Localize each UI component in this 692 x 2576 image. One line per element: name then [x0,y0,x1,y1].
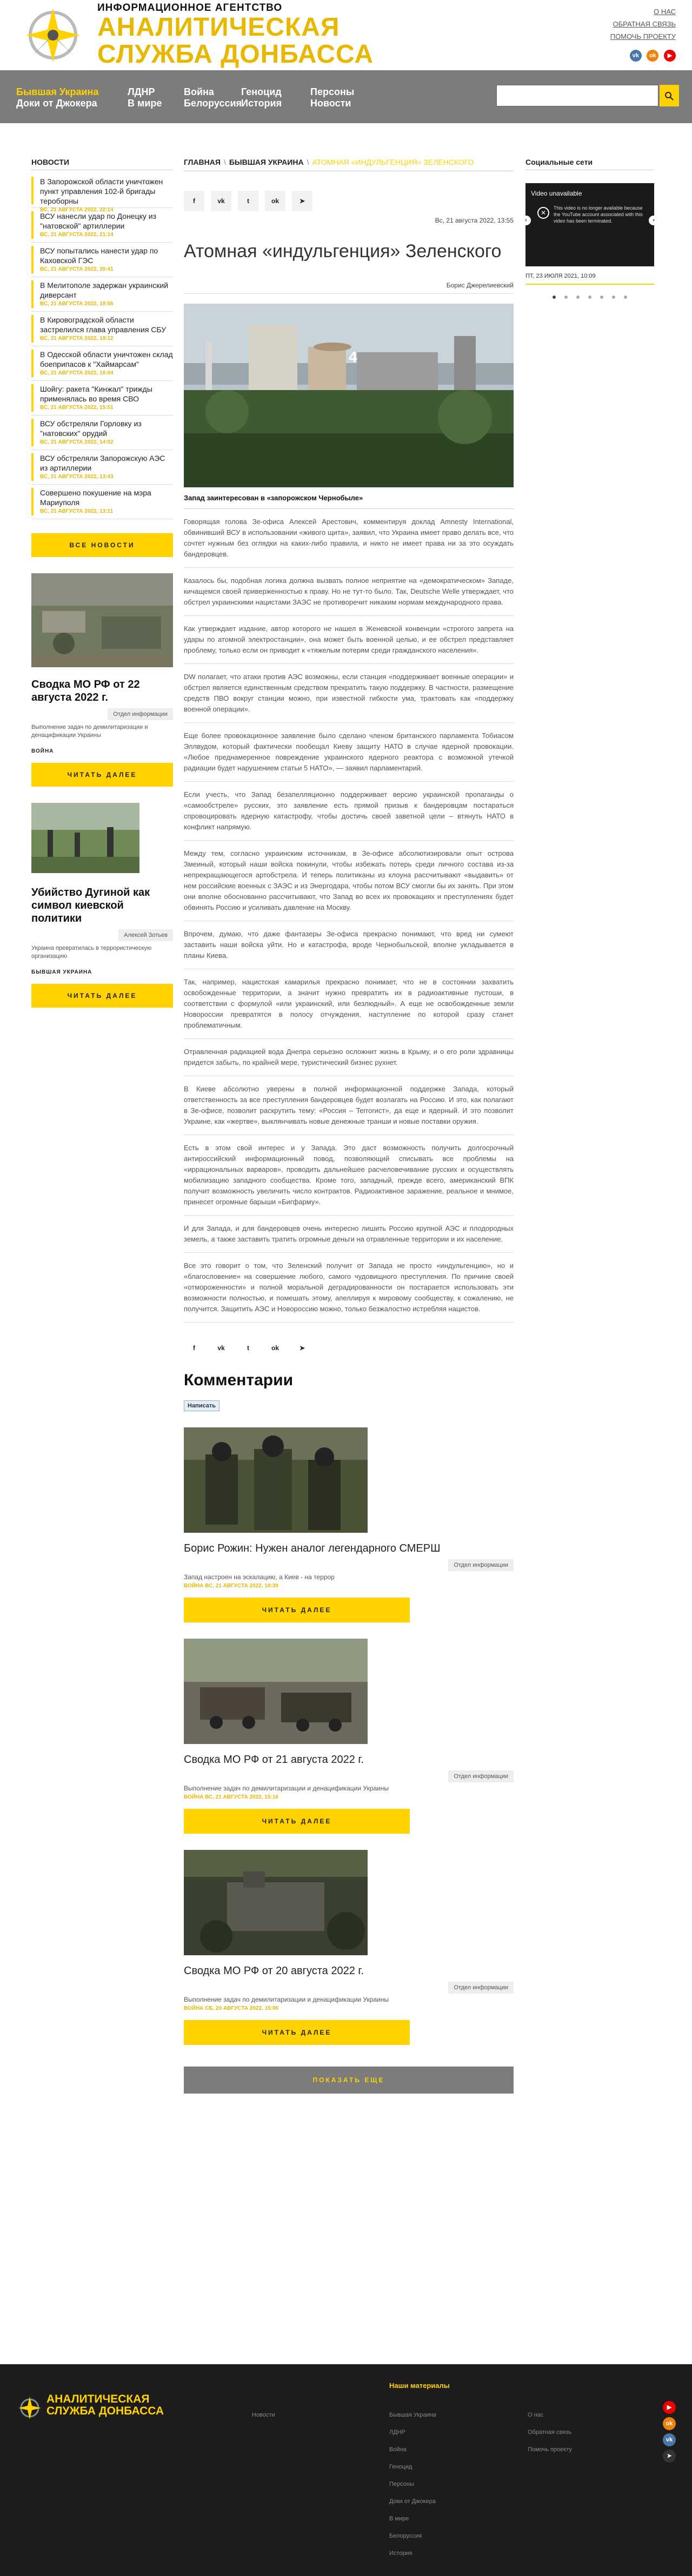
video-date: ПТ, 23 ИЮЛЯ 2021, 10:09 [525,273,654,285]
news-bar [31,246,34,273]
footer-logo-line1: АНАЛИТИЧЕСКАЯ [46,2393,150,2405]
agency-label: ИНФОРМАЦИОННОЕ АГЕНТСТВО [97,2,283,14]
footer-logo-line2: СЛУЖБА ДОНБАССА [46,2405,164,2417]
sidebar-card-1 [31,573,173,787]
article-paragraph: Впрочем, думаю, что даже фантазеры Зе-офиса прекрасно понимают, что вред ни сумеют заставить наши войска уйти. Но и катастрофа, вроде Чернобыльской, вполне укладывается в планы Киева. [184,921,514,969]
footer-link[interactable]: Геноцид [389,2464,412,2470]
carousel-prev-icon[interactable]: ‹ [521,216,531,225]
twitter-icon[interactable]: t [238,191,258,211]
sidebar-card-1-section[interactable]: ВОЙНА [31,748,54,754]
list-item[interactable] [31,381,173,415]
youtube-icon[interactable]: ▶ [664,50,676,62]
vk-icon[interactable]: vk [217,1344,225,1352]
related-card-3-author[interactable]: Отдел информации [448,1982,514,1994]
nav-col-2 [128,86,162,109]
footer-col-3 [528,2412,572,2464]
nav-history[interactable]: История [241,98,282,109]
nav-war[interactable]: Война [184,86,214,97]
share-bar-top [184,191,514,211]
list-item[interactable] [31,243,173,277]
odnoklassniki-icon[interactable]: ok [271,1344,279,1352]
all-news-button[interactable]: ВСЕ НОВОСТИ [31,533,173,557]
article-image [184,304,514,487]
footer-link[interactable]: Доки от Джокера [389,2498,436,2505]
nav-ldnr[interactable]: ЛДНР [128,86,155,97]
nav-col-1 [16,86,98,109]
nav-news[interactable]: Новости [310,98,351,109]
footer [0,2364,692,2576]
news-sidebar [31,158,173,1008]
related-card-1 [184,1427,514,1622]
breadcrumb-separator: \ [307,158,309,166]
sidebar-card-2-read-more[interactable]: ЧИТАТЬ ДАЛЕЕ [31,984,173,1008]
list-item[interactable] [31,173,173,213]
related-card-2-title[interactable]: Сводка МО РФ от 21 августа 2022 г. [184,1754,364,1766]
news-date: ВС, 21 АВГУСТА 2022, 20:41 [40,266,114,272]
carousel-dot[interactable] [612,296,615,299]
video-error-icon: ✕ [537,207,549,219]
related-card-2-read-more[interactable]: ЧИТАТЬ ДАЛЕЕ [184,1809,410,1834]
article-body [184,509,514,1323]
nav-genocide[interactable]: Геноцид [241,86,282,97]
related-card-2-author-wrap [184,1770,514,1782]
telegram-icon[interactable]: ➤ [663,2450,676,2463]
news-bar [31,488,34,515]
news-bar [31,280,34,308]
news-title[interactable]: ВСУ обстреляли Запорожскую АЭС из артиллерии [40,454,165,472]
field-photo-icon [31,803,139,873]
article-paragraph: Отравленная радиацией вода Днепра серьезно осложнит жизнь в Крыму, и о его роли здравницы придется забыть, по крайней мере, туристический бизнес рухнет. [184,1039,514,1076]
nav-col-3 [184,86,242,109]
header-socials [627,50,676,62]
list-item[interactable] [31,346,173,381]
related-card-1-author-wrap [184,1559,514,1571]
news-bar [31,315,34,343]
site-title[interactable] [97,14,374,68]
vk-icon[interactable]: vk [211,191,231,211]
article-paragraph: В Киеве абсолютно уверены в полной информационной поддержке Запада, который ответственность за все преступления бандеровцев будет возлагать на Россию. И это, как полагают в Зе-офисе, позволит раскрутить тему: «Россия – Terrorист», да еще и ядерный. И это позволит Украине, как «жертве», выклянчивать новые денежные транши и новые поставки оружия. [184,1076,514,1135]
article-paragraph: Как утверждает издание, автор которого не нашел в Женевской конвенции «строгого запрета на удары по атомной электростанции», она может быть военной целью, и ее обстрел представляет проблему, только если он приводит к «тяжелым потерям среди гражданского населения». [184,616,514,664]
plant-unit-number: 4 [349,348,357,365]
list-item[interactable] [31,485,173,519]
related-card-2-image[interactable] [184,1639,368,1744]
sidebar-card-1-author-wrap [31,708,173,720]
footer-logo-text[interactable] [46,2393,164,2417]
related-card-1-author[interactable]: Отдел информации [448,1559,514,1571]
news-date: ВС, 21 АВГУСТА 2022, 13:11 [40,508,114,514]
show-more-button[interactable]: ПОКАЗАТЬ ЕЩЕ [184,2067,514,2094]
carousel-dot[interactable] [600,296,603,299]
nav-col-5 [310,86,354,109]
news-date: ВС, 21 АВГУСТА 2022, 13:43 [40,474,114,480]
footer-link[interactable]: Война [389,2446,407,2453]
article-paragraph: Еще более провокационное заявление было сделано членом британского парламента Тобиасом Эллвудом, который фактически пообещал Киеву защиту НАТО в случае ядерной провокации. «Любое преднамеренное повреждение украинского ядерного реактора с возможной утечкой радиации будет нарушением статьи 5 НАТО», — заявил парламентарий. [184,723,514,782]
news-list [31,173,173,519]
sidebar-card-1-desc: Выполнение задач по демилитаризации и денацификации Украины [31,724,148,739]
news-date: ВС, 21 АВГУСТА 2022, 14:02 [40,439,114,445]
related-card-3-read-more[interactable]: ЧИТАТЬ ДАЛЕЕ [184,2020,410,2045]
wreckage-photo-icon [184,1850,368,1955]
nav-former-ukraine[interactable]: Бывшая Украина [16,86,99,97]
breadcrumb-home[interactable]: ГЛАВНАЯ [184,158,221,166]
related-card-1-image[interactable] [184,1427,368,1533]
header [0,0,692,70]
telegram-icon[interactable]: ➤ [299,1344,305,1352]
news-date: ВС, 21 АВГУСТА 2022, 18:12 [40,336,114,341]
article-paragraph: И для Запада, и для бандеровцев очень интересно лишить Россию крупной АЭС и плодородных земель, а также заставить тратить огромные деньги на отравленные территории и их население. [184,1216,514,1253]
list-item[interactable] [31,415,173,450]
related-card-3-title[interactable]: Сводка МО РФ от 20 августа 2022 г. [184,1965,364,1977]
search-input[interactable] [496,85,658,106]
carousel-dot[interactable] [576,296,580,299]
sidebar-card-1-title[interactable]: Сводка МО РФ от 22 августа 2022 г. [31,679,140,703]
social-sidebar [525,158,654,300]
footer-link[interactable]: Белоруссия [389,2533,422,2539]
carousel-dot[interactable] [624,296,627,299]
article-paragraph: Говорящая голова Зе-офиса Алексей Арестович, комментируя доклад Amnesty International, обвинивший ВСУ в использовании «живого щита», заявил, что Украина имеет право делать все, что сочтет нужным без оглядки на каких-либо правила, и никто не имеет права ни за это осуждать бандеровцев. [184,509,514,568]
news-title[interactable]: В Запорожской области уничтожен пункт управления 102-й бригады тероборны [40,177,163,205]
video-embed[interactable] [525,183,654,266]
related-card-1-title[interactable]: Борис Рожин: Нужен аналог легендарного СМЕРШ [184,1542,441,1554]
footer-link[interactable]: История [389,2550,412,2557]
header-links [610,8,676,45]
news-title[interactable]: Совершено покушение на мэра Мариуполя [40,488,151,507]
about-link[interactable]: О НАС [654,8,676,16]
related-card-3-date: ВОЙНА СБ, 20 АВГУСТА 2022, 15:00 [184,2005,279,2011]
news-date: ВС, 21 АВГУСТА 2022, 15:51 [40,405,114,411]
video-message: This video is no longer available because the YouTube account associated with this video has been terminated. [554,205,643,224]
footer-socials [663,2401,676,2466]
soldiers-photo-icon [184,1427,368,1533]
related-card-3 [184,1850,514,2045]
footer-link[interactable]: Персоны [389,2481,414,2487]
footer-col-2 [389,2412,436,2567]
nav-col-4 [241,86,282,109]
nuclear-plant-photo-icon [184,304,514,487]
footer-link[interactable]: Бывшая Украина [389,2412,436,2418]
sidebar-card-2-author-wrap [31,929,173,941]
news-title[interactable]: Шойгу: ракета "Кинжал" трижды применялась во время СВО [40,385,152,403]
news-bar [31,211,34,239]
related-card-3-desc: Выполнение задач по демилитаризации и денацификации Украины [184,1996,389,2003]
search-button[interactable] [660,85,679,106]
breadcrumb-separator: \ [223,158,226,166]
breadcrumb [184,158,514,171]
site-title-line2: СЛУЖБА ДОНБАССА [97,40,374,69]
news-date: ВС, 21 АВГУСТА 2022, 22:14 [40,207,114,213]
facebook-icon[interactable]: f [184,191,204,211]
related-card-2-author[interactable]: Отдел информации [448,1770,514,1782]
donate-link[interactable]: ПОМОЧЬ ПРОЕКТУ [610,32,676,41]
footer-link[interactable]: Помочь проекту [528,2446,572,2453]
nav-persons[interactable]: Персоны [310,86,355,97]
related-card-2-desc: Выполнение задач по демилитаризации и денацификации Украины [184,1785,389,1792]
video-title: Video unavailable [531,190,582,197]
related-card-3-author-wrap [184,1982,514,1994]
facebook-icon[interactable]: f [193,1344,195,1352]
logo-emblem-icon[interactable] [15,5,91,65]
vk-icon[interactable]: vk [630,50,642,62]
related-card-3-image[interactable] [184,1850,368,1955]
footer-link[interactable]: О нас [528,2412,544,2418]
footer-link[interactable]: ЛДНР [389,2429,405,2436]
nav-world[interactable]: В мире [128,98,162,109]
odnoklassniki-icon[interactable]: ok [663,2417,676,2430]
news-bar [31,177,34,204]
related-card-1-read-more[interactable]: ЧИТАТЬ ДАЛЕЕ [184,1598,410,1622]
write-comment-button[interactable]: Написать [184,1400,219,1411]
article-paragraph: DW полагает, что атаки против АЭС возможны, если станция «поддерживает военные операции» и обстрел является единственным средством прекратить такую поддержку. В частности, размещение средств ПВО вокруг станции можно, при известной гибкости ума, трактовать как «поддержку военной операции». [184,664,514,723]
carousel-dots [525,292,654,300]
footer-link[interactable]: В мире [389,2515,409,2522]
news-title[interactable]: В Одесской области уничтожен склад боеприпасов к "Хаймарсам" [40,350,173,368]
site-title-line1: АНАЛИТИЧЕСКАЯ [97,13,340,42]
sidebar-card-2-image[interactable] [31,803,139,873]
article-paragraph: Между тем, согласно украинским источникам, в Зе-офисе абсолютизировали опыт острова Змеиный, который наши войска покинули, чтобы избежать потерь среди личного состава из-за непрекращающегося артобстрела. И теперь политиканы из клоуна рассчитывают «выдавить» от нем российские военных с ЗАЭС и из Энергодара, чтобы потом ВСУ смогли бы их занять. При этом они вполне обоснованно рассчитывают, что Запад во всех их провокациях и преступлениях будет обвинять Россию и усиливать давление на Москву. [184,841,514,921]
telegram-icon[interactable]: ➤ [292,191,312,211]
article-paragraph: Если учесть, что Запад безапелляционно поддерживает версию украинской пропаганды о «самообстреле» русских, это заявление есть прямой призыв к бандеровцам постараться спровоцировать ядерную катастрофу, чтобы достичь своей заветной цели – втянуть НАТО в конфликт напрямую. [184,782,514,841]
share-bar-bottom [184,1338,514,1358]
news-bar [31,350,34,377]
news-title[interactable]: ВСУ обстреляли Горловку из "натовских" орудий [40,419,142,438]
list-item[interactable] [31,277,173,312]
footer-col-1 [252,2412,275,2429]
article-paragraph: Есть в этом свой интерес и у Запада. Это даст возможность получить долгосрочный антироссийский информационный повод, позволяющий списывать все проблемы на «иррациональных варваров», проводить дальнейшее расчеловечивание русских и осуществлять мобилизацию западного сообщества. Кроме того, западный, прежде всего, американский ВПК получит возможность увеличить число контрактов. Радиоактивное заражение, реальное и мнимое, принесет огромные барыши «Бигфарму». [184,1135,514,1216]
footer-logo-icon[interactable] [17,2396,42,2420]
breadcrumb-current: АТОМНАЯ «ИНДУЛЬГЕНЦИЯ» ЗЕЛЕНСКОГО [312,158,474,166]
feedback-link[interactable]: ОБРАТНАЯ СВЯЗЬ [613,20,676,28]
article [184,158,514,2094]
aerial-photo-icon [31,573,173,667]
footer-link[interactable]: Новости [252,2412,275,2418]
sidebar-card-2 [31,803,173,1008]
search-icon [664,91,674,101]
related-card-2 [184,1639,514,1834]
news-bar [31,384,34,412]
news-title[interactable]: В Кировоградской области застрелился глава управления СБУ [40,316,167,334]
news-date: ВС, 21 АВГУСТА 2022, 18:56 [40,301,114,307]
comments-title: Комментарии [184,1371,294,1389]
social-heading: Социальные сети [525,158,654,170]
carousel-next-icon[interactable]: › [649,216,658,225]
related-card-1-desc: Запад настроен на эскалацию, а Киев - на террор [184,1573,335,1581]
sidebar-card-1-author[interactable]: Отдел информации [108,708,173,720]
article-author[interactable]: Борис Джерелиевский [184,281,514,294]
list-item[interactable] [31,450,173,485]
news-bar [31,453,34,481]
carousel-dot[interactable] [553,296,556,299]
carousel-dot[interactable] [564,296,568,299]
vk-icon[interactable]: vk [663,2433,676,2446]
related-card-1-date: ВОЙНА ВС, 21 АВГУСТА 2022, 18:39 [184,1583,278,1589]
news-bar [31,419,34,446]
nav-joker-docs[interactable]: Доки от Джокера [16,98,97,109]
list-item[interactable] [31,208,173,243]
footer-link[interactable]: Обратная связь [528,2429,572,2436]
destroyed-vehicles-photo-icon [184,1639,368,1744]
news-title[interactable]: ВСУ нанесли удар по Донецку из "натовской" артиллерии [40,212,157,230]
main-nav [0,70,692,123]
sidebar-card-2-author[interactable]: Алексей Зотьев [118,929,173,941]
news-heading: НОВОСТИ [31,158,173,170]
article-date: Вс, 21 августа 2022, 13:55 [435,217,514,224]
article-paragraph: Так, например, нацистская камарилья прекрасно понимает, что не в состоянии захватить освобожденные территории, а значит нужно превратить их в радиоактивные пустоши, в соответствии с формулой «или украинский, или безлюдный». А еще не освобожденные земли Новороссии превратятся в полосу отчуждения, наступление по которой сразу станет проблематичным. [184,969,514,1039]
odnoklassniki-icon[interactable]: ok [265,191,285,211]
footer-heading: Наши материалы [389,2382,450,2390]
nav-belarus[interactable]: Белоруссия [184,98,242,109]
news-date: ВС, 21 АВГУСТА 2022, 21:14 [40,232,114,238]
related-card-2-date: ВОЙНА ВС, 21 АВГУСТА 2022, 15:16 [184,1794,278,1800]
carousel-dot[interactable] [588,296,591,299]
sidebar-card-1-read-more[interactable]: ЧИТАТЬ ДАЛЕЕ [31,763,173,787]
article-title: Атомная «индульгенция» Зеленского [184,241,502,261]
news-title[interactable]: ВСУ попытались нанести удар по Каховской ГЭС [40,246,158,265]
news-date: ВС, 21 АВГУСТА 2022, 16:04 [40,370,114,376]
article-paragraph: Все это говорит о том, что Зеленский получит от Запада не просто «индульгенцию», но и «благословение» на совершение любого, самого чудовищного преступления. По причине своей «отмороженности» и полной моральной деградированности он постарается использовать эти возможности полностью, и помешать этому, апеллируя к мировому сообществу, к сожалению, не получится. Защитить АЭС и Новороссию можно, только безжалостно истребляя нацистов. [184,1253,514,1323]
article-paragraph: Казалось бы, подобная логика должна вызвать полное неприятие на «демократическом» Западе, кичащемся своей приверженностью к праву. Но не тут-то было. Так, Deutsche Welle утверждает, что обстрел украинскими нацистами ЗАЭС не противоречит никаким нормам международного права. [184,568,514,616]
list-item[interactable] [31,312,173,346]
breadcrumb-section[interactable]: БЫВШАЯ УКРАИНА [229,158,304,166]
sidebar-card-2-title[interactable]: Убийство Дугиной как символ киевской политики [31,887,150,924]
sidebar-card-1-image[interactable] [31,573,173,667]
odnoklassniki-icon[interactable]: ok [647,50,658,62]
sidebar-card-2-section[interactable]: БЫВШАЯ УКРАИНА [31,969,92,975]
news-title[interactable]: В Мелитополе задержан украинский диверсант [40,281,169,299]
sidebar-card-2-desc: Украина превратилась в террористическую организацию [31,945,152,960]
youtube-icon[interactable]: ▶ [663,2401,676,2414]
article-caption: Запад заинтересован в «запорожском Чернобыле» [184,494,514,509]
twitter-icon[interactable]: t [247,1344,249,1352]
